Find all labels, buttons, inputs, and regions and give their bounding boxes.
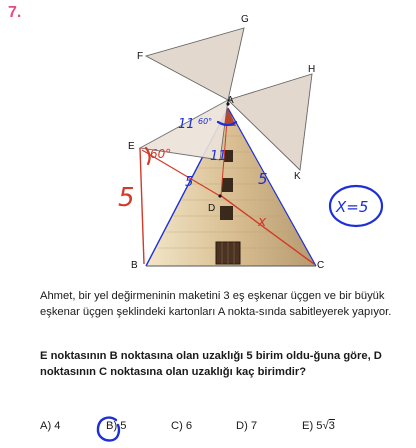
option-letter: B) xyxy=(106,420,118,432)
label-k: K xyxy=(294,171,301,182)
answer-note: X=5 xyxy=(336,198,369,216)
annotation-5-left: 5 xyxy=(185,175,194,190)
label-d: D xyxy=(208,203,216,214)
option-c[interactable] xyxy=(171,420,192,432)
question-number: 7. xyxy=(8,4,22,21)
option-value: 6 xyxy=(185,420,193,432)
label-c: C xyxy=(317,260,325,271)
annotation-60-top: 60° xyxy=(198,117,213,126)
option-d[interactable] xyxy=(236,420,257,432)
blade-fag xyxy=(146,28,244,100)
label-f: F xyxy=(137,51,144,62)
annotation-60-e: 60° xyxy=(150,147,172,161)
point-d xyxy=(218,194,221,197)
annotation-5-right: 5 xyxy=(258,170,268,188)
label-b: B xyxy=(131,260,138,271)
option-value: 7 xyxy=(250,420,258,432)
tower-window xyxy=(222,178,233,192)
option-value: 4 xyxy=(54,420,61,432)
annotation-11-top: 11 xyxy=(178,117,195,132)
option-value xyxy=(316,420,335,432)
answer-circle xyxy=(94,414,127,444)
label-g: G xyxy=(241,14,249,25)
label-a: A xyxy=(227,95,234,106)
annotation-x: x xyxy=(258,214,267,230)
option-e[interactable] xyxy=(302,420,335,432)
tower-window xyxy=(220,206,233,220)
option-radicand: 3 xyxy=(328,420,335,432)
label-e: E xyxy=(128,141,135,152)
annotation-11-mid: 11 xyxy=(210,149,227,164)
option-letter: A) xyxy=(40,420,52,432)
annotation-eb-length: 5 xyxy=(118,183,135,213)
option-value: 5 xyxy=(120,420,127,432)
option-a[interactable] xyxy=(40,420,61,432)
option-letter: D) xyxy=(236,420,248,432)
sqrt-icon: √ xyxy=(322,420,329,432)
option-coefficient: 5 xyxy=(316,420,323,432)
option-letter: C) xyxy=(171,420,183,432)
label-h: H xyxy=(308,64,316,75)
question-prompt: E noktasının B noktasına olan uzaklığı 5 birim oldu-ğuna göre, D noktasının C noktasına olan uzaklığı kaç birimdir? xyxy=(40,350,382,378)
option-letter: E) xyxy=(302,420,314,432)
segment-eb xyxy=(140,148,144,264)
question-paragraph: Ahmet, bir yel değirmeninin maketini 3 eş eşkenar üçgen ve bir büyük eşkenar üçgen şeklindeki kartonları A nokta-sında sabitleyerek yapıyor. xyxy=(40,290,392,318)
